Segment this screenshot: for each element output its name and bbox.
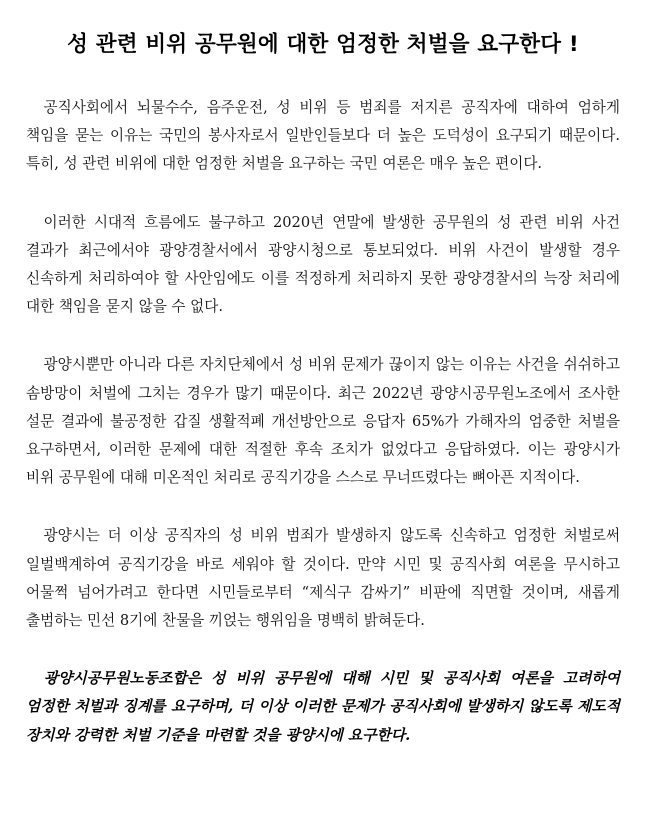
- statement-title: 성 관련 비위 공무원에 대한 엄정한 처벌을 요구한다 !: [67, 32, 579, 57]
- paragraph-warning: 광양시는 더 이상 공직자의 성 비위 범죄가 발생하지 않도록 신속하고 엄정한 처벌로써 일벌백계하여 공직기강을 바로 세워야 할 것이다. 만약 시민 및 공직사회 여론을 무시하고 어물쩍 넘어가려고 한다면 시민들로부터 “제식구 감싸기” 비판에 직면할 것이며, 새롭게 출범하는 민선 8기에 찬물을 끼얹는 행위임을 명백히 밝혀둔다.: [26, 527, 620, 630]
- paragraph-survey: 광양시뿐만 아니라 다른 자치단체에서 성 비위 문제가 끊이지 않는 이유는 사건을 쉬쉬하고 솜방망이 처벌에 그치는 경우가 많기 때문이다. 최근 2022년 광양시공무원노조에서 조사한 설문 결과에 불공정한 갑질 생활적폐 개선방안으로 응답자 65%가 가해자의 엄중한 처벌을 요구하면서, 이러한 문제에 대한 적절한 후속 조치가 없었다고 응답하였다. 이는 광양시가 비위 공무원에 대해 미온적인 처리로 공직기강을 스스로 무너뜨렸다는 뼈아픈 지적이다.: [26, 356, 620, 487]
- paragraph-delay: 이러한 시대적 흐름에도 불구하고 2020년 연말에 발생한 공무원의 성 관련 비위 사건 결과가 최근에서야 광양경찰서에서 광양시청으로 통보되었다. 비위 사건이 발생할 경우 신속하게 처리하여야 할 사안임에도 이를 적정하게 처리하지 못한 광양경찰서의 늑장 처리에 대한 책임을 묻지 않을 수 없다.: [26, 213, 620, 316]
- paragraph-intro: 공직사회에서 뇌물수수, 음주운전, 성 비위 등 범죄를 저지른 공직자에 대하여 엄하게 책임을 묻는 이유는 국민의 봉사자로서 일반인들보다 더 높은 도덕성이 요구되기 때문이다. 특히, 성 관련 비위에 대한 엄정한 처벌을 요구하는 국민 여론은 매우 높은 편이다.: [26, 99, 620, 173]
- union-demand: 광양시공무원노동조합은 성 비위 공무원에 대해 시민 및 공직사회 여론을 고려하여 엄정한 처벌과 징계를 요구하며, 더 이상 이러한 문제가 공직사회에 발생하지 않도록 제도적 장치와 강력한 처벌 기준을 마련할 것을 광양시에 요구한다.: [26, 670, 620, 744]
